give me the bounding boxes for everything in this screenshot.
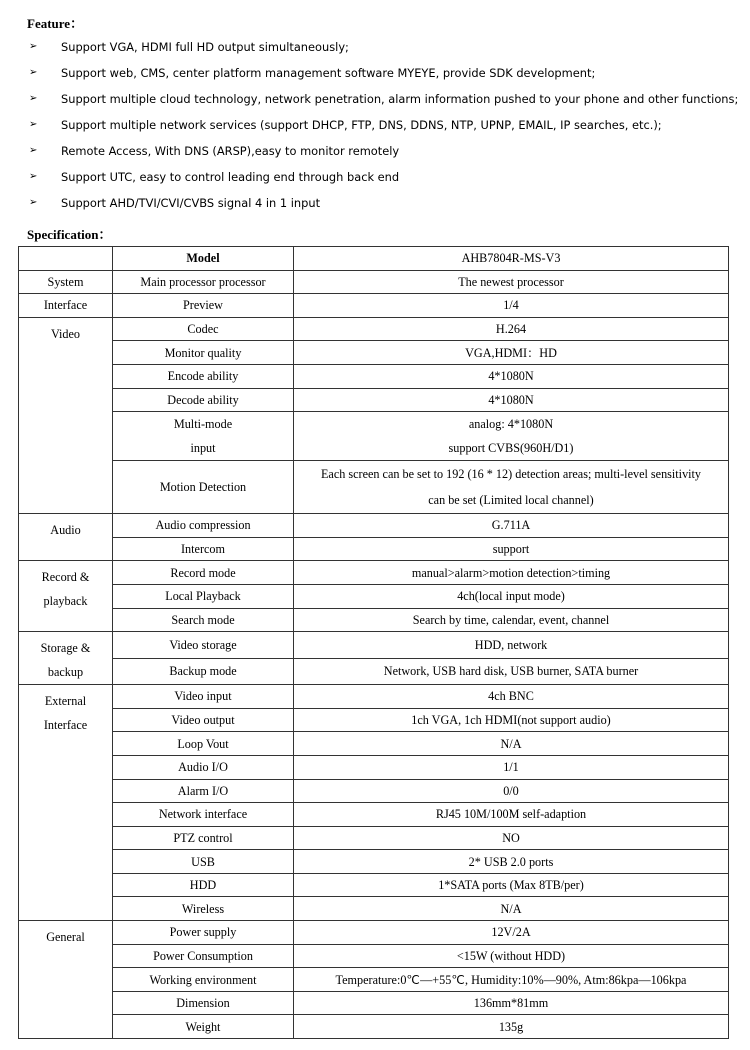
table-row: [19, 873, 729, 897]
spec-value-line: analog: 4*1080N: [468, 417, 554, 432]
spec-value: 1ch VGA, 1ch HDMI(not support audio): [294, 708, 729, 732]
spec-value: The newest processor: [294, 270, 729, 294]
spec-value: G.711A: [294, 514, 729, 538]
feature-heading: Feature：: [27, 16, 84, 31]
category-line: backup: [47, 665, 84, 680]
arrow-bullet-icon: ➢: [29, 41, 38, 52]
table-row: [19, 921, 729, 945]
spec-label-line: Multi-mode: [173, 417, 233, 432]
spec-value: Network, USB hard disk, USB burner, SATA burner: [294, 658, 729, 685]
spec-label: Video output: [113, 708, 294, 732]
spec-value: HDD, network: [294, 632, 729, 659]
category-system: System: [19, 270, 113, 294]
spec-value: manual>alarm>motion detection>timing: [294, 561, 729, 585]
feature-text: Support web, CMS, center platform management software MYEYE, provide SDK development;: [61, 66, 596, 80]
category-line: playback: [43, 594, 88, 609]
spec-label: Search mode: [113, 608, 294, 632]
spec-label: Video input: [113, 685, 294, 709]
spec-value: 4*1080N: [294, 388, 729, 412]
arrow-bullet-icon: ➢: [29, 93, 38, 104]
spec-value: 4ch(local input mode): [294, 584, 729, 608]
spec-value: N/A: [294, 897, 729, 921]
model-label: Model: [113, 247, 294, 271]
table-row: [19, 317, 729, 341]
spec-value: N/A: [294, 732, 729, 756]
spec-value: 0/0: [294, 779, 729, 803]
spec-value-multiline: [294, 412, 729, 461]
spec-value: <15W (without HDD): [294, 944, 729, 968]
spec-label: Power Consumption: [113, 944, 294, 968]
spec-label: Audio I/O: [113, 755, 294, 779]
table-row: [19, 412, 729, 461]
feature-text: Remote Access, With DNS (ARSP),easy to monitor remotely: [61, 144, 400, 158]
arrow-bullet-icon: ➢: [29, 119, 38, 130]
feature-text: Support multiple cloud technology, network penetration, alarm information pushed to your phone and other functions;: [61, 92, 739, 106]
table-row: [19, 755, 729, 779]
spec-label: Working environment: [113, 968, 294, 992]
spec-value: 1*SATA ports (Max 8TB/per): [294, 873, 729, 897]
spec-value: RJ45 10M/100M self-adaption: [294, 803, 729, 827]
table-row: [19, 850, 729, 874]
table-row: [19, 944, 729, 968]
category-line: Storage &: [40, 641, 91, 656]
table-row: [19, 561, 729, 585]
category-record-playback: [19, 561, 113, 632]
spec-label: Dimension: [113, 991, 294, 1015]
table-row: [19, 584, 729, 608]
category-interface: Interface: [19, 294, 113, 318]
category-external-interface: [19, 685, 113, 921]
spec-value-line: support CVBS(960H/D1): [448, 441, 574, 456]
category-line: External: [44, 694, 87, 709]
arrow-bullet-icon: ➢: [29, 171, 38, 182]
spec-label-line: input: [190, 441, 216, 456]
spec-value: 4*1080N: [294, 364, 729, 388]
category-line: Record &: [41, 570, 90, 585]
spec-label: Monitor quality: [113, 341, 294, 365]
table-row: [19, 826, 729, 850]
feature-text: Support UTC, easy to control leading end through back end: [61, 170, 400, 184]
table-row: [19, 779, 729, 803]
table-cell-empty: [19, 247, 113, 271]
spec-label: Record mode: [113, 561, 294, 585]
specification-table: [18, 246, 729, 1039]
feature-item: [0, 60, 750, 86]
feature-item: [0, 190, 750, 216]
category-general: General: [19, 921, 113, 1039]
feature-item: [0, 34, 750, 60]
spec-label: Video storage: [113, 632, 294, 659]
table-row: [19, 461, 729, 514]
spec-label: Codec: [113, 317, 294, 341]
spec-value: VGA,HDMI：HD: [294, 341, 729, 365]
spec-label: Main processor processor: [113, 270, 294, 294]
spec-value: 135g: [294, 1015, 729, 1039]
spec-value: NO: [294, 826, 729, 850]
model-value: AHB7804R-MS-V3: [294, 247, 729, 271]
spec-value: 1/4: [294, 294, 729, 318]
table-row: [19, 341, 729, 365]
table-row: [19, 364, 729, 388]
spec-value: 4ch BNC: [294, 685, 729, 709]
spec-label: Power supply: [113, 921, 294, 945]
spec-value: support: [294, 537, 729, 561]
spec-value: H.264: [294, 317, 729, 341]
spec-label: Intercom: [113, 537, 294, 561]
spec-label: Loop Vout: [113, 732, 294, 756]
table-row: [19, 247, 729, 271]
spec-value: 2* USB 2.0 ports: [294, 850, 729, 874]
specification-heading: Specification：: [27, 227, 112, 242]
spec-label-multiline: [113, 412, 294, 461]
table-row: [19, 294, 729, 318]
category-audio: Audio: [19, 514, 113, 561]
table-row: [19, 968, 729, 992]
feature-text: Support VGA, HDMI full HD output simultaneously;: [61, 40, 349, 54]
spec-label: Audio compression: [113, 514, 294, 538]
spec-label: Motion Detection: [113, 461, 294, 514]
category-storage-backup: [19, 632, 113, 685]
feature-text: Support multiple network services (support DHCP, FTP, DNS, DDNS, NTP, UPNP, EMAIL, IP searches, etc.);: [61, 118, 662, 132]
table-row: [19, 388, 729, 412]
spec-label: Encode ability: [113, 364, 294, 388]
table-row: [19, 685, 729, 709]
table-row: [19, 1015, 729, 1039]
spec-value-line: Each screen can be set to 192 (16 * 12) detection areas; multi-level sensitivity: [320, 467, 702, 482]
feature-item: [0, 164, 750, 190]
spec-value-line: can be set (Limited local channel): [428, 493, 594, 508]
feature-item: [0, 86, 750, 112]
table-row: [19, 270, 729, 294]
spec-label: Preview: [113, 294, 294, 318]
spec-value: Search by time, calendar, event, channel: [294, 608, 729, 632]
spec-value-multiline: [294, 461, 729, 514]
spec-label: Weight: [113, 1015, 294, 1039]
feature-item: [0, 138, 750, 164]
arrow-bullet-icon: ➢: [29, 145, 38, 156]
spec-value: 136mm*81mm: [294, 991, 729, 1015]
table-row: [19, 803, 729, 827]
category-video: Video: [19, 317, 113, 513]
spec-label: Network interface: [113, 803, 294, 827]
table-row: [19, 708, 729, 732]
spec-value: Temperature:0℃—+55℃, Humidity:10%—90%, Atm:86kpa—106kpa: [294, 968, 729, 992]
feature-item: [0, 112, 750, 138]
table-row: [19, 991, 729, 1015]
table-row: [19, 537, 729, 561]
table-row: [19, 897, 729, 921]
table-row: [19, 514, 729, 538]
spec-label: PTZ control: [113, 826, 294, 850]
spec-label: Local Playback: [113, 584, 294, 608]
spec-label: Alarm I/O: [113, 779, 294, 803]
spec-label: HDD: [113, 873, 294, 897]
spec-label: Decode ability: [113, 388, 294, 412]
spec-label: Wireless: [113, 897, 294, 921]
arrow-bullet-icon: ➢: [29, 67, 38, 78]
spec-value: 1/1: [294, 755, 729, 779]
spec-label: Backup mode: [113, 658, 294, 685]
feature-text: Support AHD/TVI/CVI/CVBS signal 4 in 1 input: [61, 196, 321, 210]
spec-value: 12V/2A: [294, 921, 729, 945]
table-row: [19, 608, 729, 632]
table-row: [19, 658, 729, 685]
spec-label: USB: [113, 850, 294, 874]
table-row: [19, 632, 729, 659]
feature-list: [0, 34, 750, 216]
category-line: Interface: [43, 718, 88, 733]
arrow-bullet-icon: ➢: [29, 197, 38, 208]
table-row: [19, 732, 729, 756]
